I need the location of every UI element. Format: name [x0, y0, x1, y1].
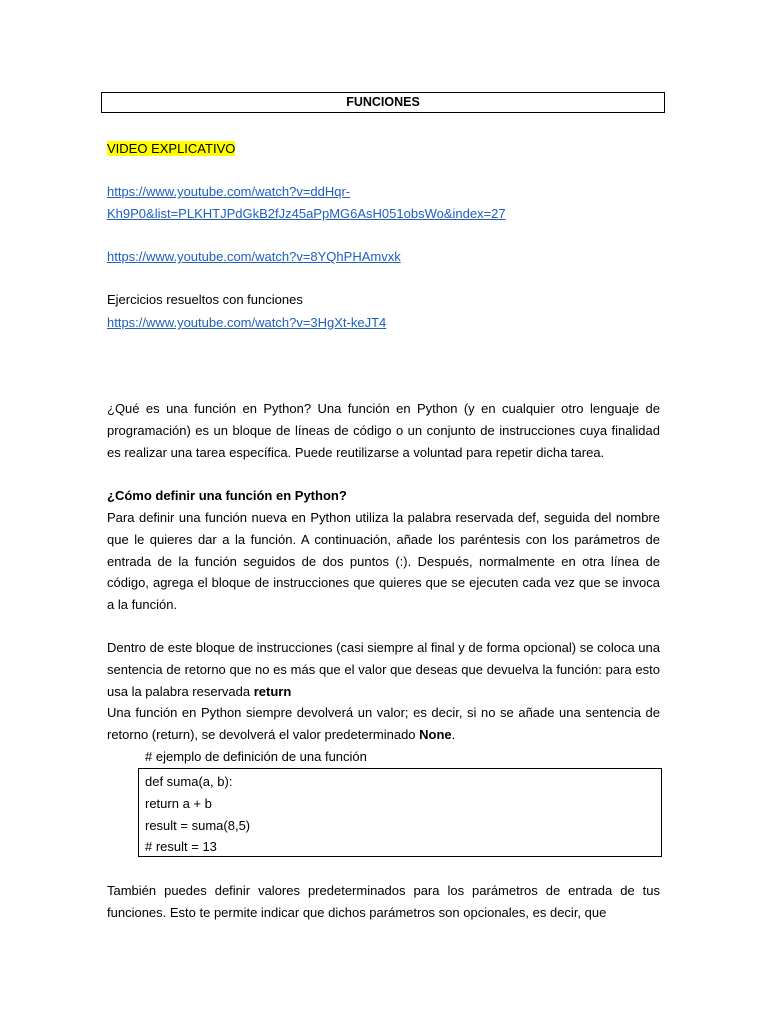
- paragraph-none-end: .: [451, 726, 456, 742]
- paragraph-define-function: Para definir una función nueva en Python utiliza la palabra reservada def, seguida del nombre que le quieres dar a la función. A continuación, añade los paréntesis con los parámetros de entrada de la función seguidos de dos puntos (:). Después, normalmente en otra línea de código, agrega el bloque de instrucciones que quieres que se ejecuten cada vez que se invoca a la función.: [107, 510, 660, 613]
- link-1-line-2[interactable]: [107, 205, 506, 223]
- youtube-link-2[interactable]: https://www.youtube.com/watch?v=8YQhPHAmvxk: [107, 249, 401, 264]
- video-label-text: VIDEO EXPLICATIVO: [107, 141, 236, 156]
- link-2-line[interactable]: [107, 248, 401, 266]
- code-caption: # ejemplo de definición de una función: [145, 749, 367, 764]
- paragraph-none: [107, 702, 660, 746]
- code-line: result = suma(8,5): [145, 817, 251, 833]
- code-example-box: [138, 768, 662, 857]
- link-1-line-1[interactable]: [107, 183, 350, 201]
- code-line: def suma(a, b):: [145, 774, 233, 789]
- keyword-none: None: [419, 726, 452, 742]
- paragraph-return-text: Dentro de este bloque de instrucciones (casi siempre al final y de forma opcional) se coloca una sentencia de retorno que no es más que el valor que deseas que devuelva la función: para esto usa la palabra reservada: [107, 640, 660, 699]
- youtube-link-1-continued[interactable]: Kh9P0&list=PLKHTJPdGkB2fJz45aPpMG6AsH051obsWo&index=27: [107, 206, 506, 221]
- exercises-label: Ejercicios resueltos con funciones: [107, 292, 303, 307]
- keyword-return: return: [253, 683, 292, 699]
- paragraph-return: [107, 637, 660, 702]
- paragraph-default-values: También puedes definir valores predeterminados para los parámetros de entrada de tus funciones. Esto te permite indicar que dichos parámetros son opcionales, es decir, que: [107, 883, 660, 920]
- paragraph-what-is-function: ¿Qué es una función en Python? Una función en Python (y en cualquier otro lenguaje de programación) es un bloque de líneas de código o un conjunto de instrucciones cuya finalidad es realizar una tarea específica. Puede reutilizarse a voluntad para repetir dicha tarea.: [107, 401, 660, 460]
- youtube-link-1[interactable]: https://www.youtube.com/watch?v=ddHqr-: [107, 184, 351, 199]
- link-3-line[interactable]: [107, 314, 386, 332]
- code-line: return a + b: [145, 795, 212, 811]
- heading-how-to-define: ¿Cómo definir una función en Python?: [107, 488, 347, 503]
- video-label: [107, 140, 235, 158]
- paragraph-none-text: Una función en Python siempre devolverá un valor; es decir, si no se añade una sentencia de retorno (return), se devolverá el valor predeterminado: [107, 705, 660, 742]
- youtube-link-3[interactable]: https://www.youtube.com/watch?v=3HgXt-keJT4: [107, 315, 387, 330]
- code-line: # result = 13: [145, 839, 217, 855]
- page-title: FUNCIONES: [101, 92, 665, 113]
